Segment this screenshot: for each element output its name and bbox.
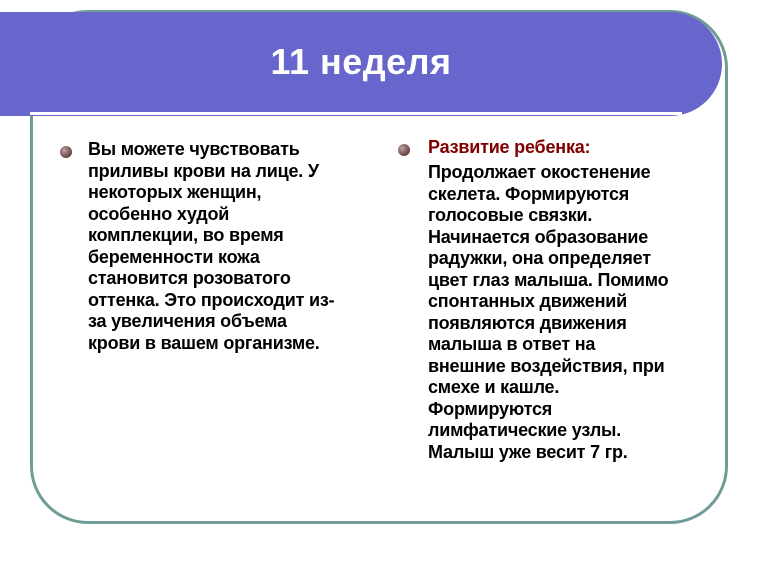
left-column-text: Вы можете чувствовать приливы крови на лице. У некоторых женщин, особенно худой комплекции, во время беременности кожа становится розоватого оттенка. Это происходит из- за увеличения объема крови в вашем организме.: [88, 139, 335, 353]
bullet-icon: [398, 144, 410, 156]
title-underline: [30, 112, 682, 115]
right-column-text: Продолжает окостенение скелета. Формируются голосовые связки. Начинается образование радужки, она определяет цвет глаз малыша. Помимо спонтанных движений появляются движения малыша в ответ на внешние воздействия, при смехе и кашле. Формируются лимфатические узлы. Малыш уже весит 7 гр.: [428, 162, 669, 462]
title-bar: [0, 12, 722, 116]
right-column-heading: Развитие ребенка:: [428, 137, 591, 157]
bullet-icon: [60, 146, 72, 158]
slide-title: 11 неделя: [270, 41, 452, 82]
